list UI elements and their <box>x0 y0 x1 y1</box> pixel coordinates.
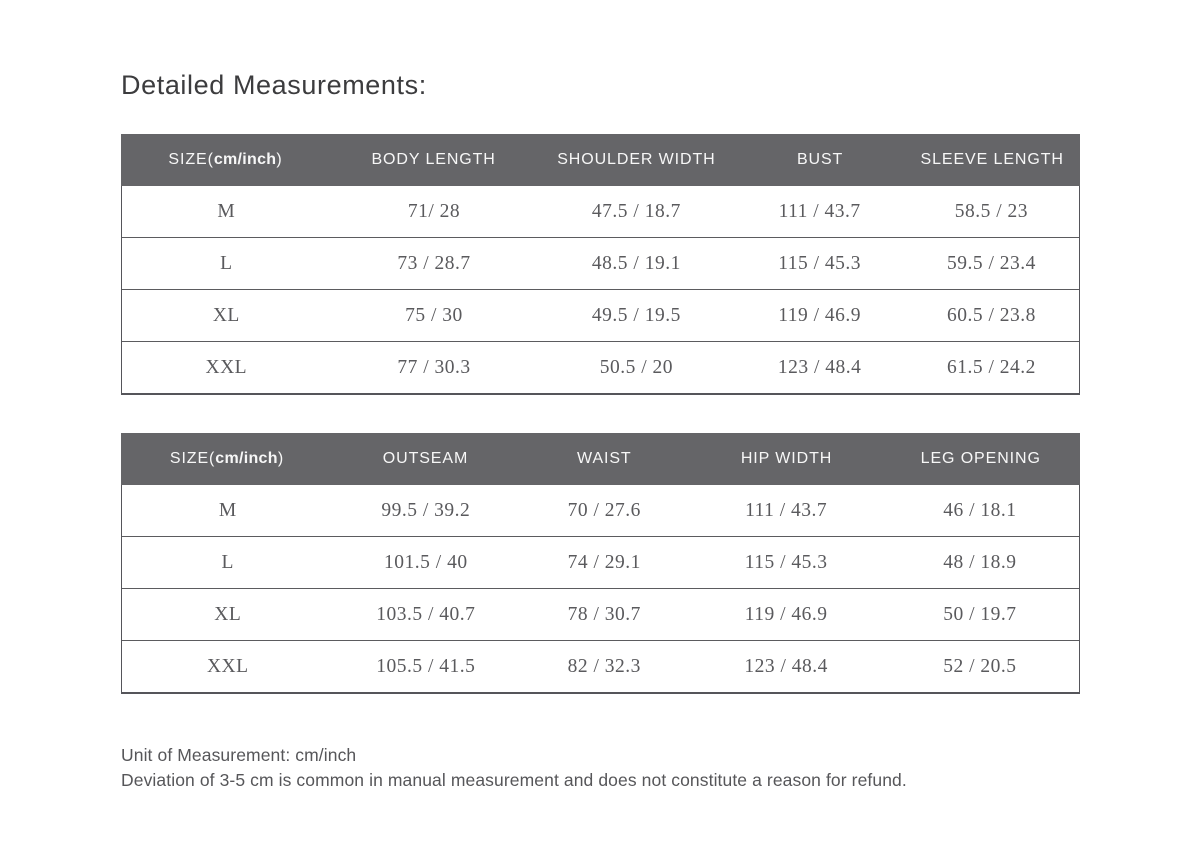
sleeve-length-cell: 60.5 / 23.8 <box>946 304 1036 326</box>
shoulder-width-cell: 49.5 / 19.5 <box>591 304 681 326</box>
outseam-cell: 105.5 / 41.5 <box>376 655 476 677</box>
table-row <box>122 186 1079 238</box>
bust-cell: 123 / 48.4 <box>777 356 862 378</box>
sleeve-length-cell: 58.5 / 23 <box>954 200 1029 222</box>
column-header-leg-opening: LEG OPENING <box>920 450 1041 467</box>
shoulder-width-cell: 47.5 / 18.7 <box>591 200 681 222</box>
column-header-sleeve-length: SLEEVE LENGTH <box>920 151 1064 168</box>
table-row <box>122 342 1079 393</box>
hip-width-cell: 115 / 45.3 <box>744 551 828 573</box>
size-cell: L <box>220 252 233 274</box>
table-row <box>122 537 1079 589</box>
column-header-outseam: OUTSEAM <box>382 450 469 467</box>
bust-cell: 119 / 46.9 <box>778 304 862 326</box>
body-length-cell: 75 / 30 <box>405 304 463 326</box>
size-header-unit: cm/inch <box>213 151 277 168</box>
shoulder-width-cell: 50.5 / 20 <box>599 356 674 378</box>
size-table-top <box>121 134 1080 395</box>
unit-of-measurement-note: Unit of Measurement: cm/inch <box>121 745 357 765</box>
column-header-hip-width: HIP WIDTH <box>740 450 833 467</box>
body-length-cell: 77 / 30.3 <box>397 356 471 378</box>
waist-cell: 74 / 29.1 <box>567 551 641 573</box>
table-row <box>122 589 1079 641</box>
waist-cell: 78 / 30.7 <box>567 603 641 625</box>
sleeve-length-cell: 59.5 / 23.4 <box>946 252 1036 274</box>
size-table-top-header-row <box>121 134 1080 186</box>
size-cell: XXL <box>205 356 248 378</box>
size-table-top-body <box>121 186 1080 395</box>
waist-cell: 82 / 32.3 <box>567 655 641 677</box>
measurements-section <box>121 0 1080 792</box>
body-length-cell: 73 / 28.7 <box>397 252 471 274</box>
column-header-bust: BUST <box>796 151 844 168</box>
outseam-cell: 103.5 / 40.7 <box>376 603 476 625</box>
table-row <box>122 238 1079 290</box>
size-table-bottom <box>121 433 1080 694</box>
leg-opening-cell: 46 / 18.1 <box>943 499 1017 521</box>
column-header-size <box>121 450 333 468</box>
hip-width-cell: 119 / 46.9 <box>744 603 828 625</box>
size-cell: M <box>218 499 237 521</box>
outseam-cell: 99.5 / 39.2 <box>381 499 471 521</box>
body-length-cell: 71/ 28 <box>407 200 461 222</box>
measurement-notes <box>121 743 1080 792</box>
size-cell: M <box>217 200 236 222</box>
leg-opening-cell: 52 / 20.5 <box>943 655 1017 677</box>
size-cell: L <box>221 551 234 573</box>
size-header-prefix: SIZE( <box>168 151 214 168</box>
page-title: Detailed Measurements: <box>121 70 427 100</box>
hip-width-cell: 123 / 48.4 <box>744 655 828 677</box>
size-header-suffix: ) <box>276 151 283 168</box>
hip-width-cell: 111 / 43.7 <box>745 499 828 521</box>
shoulder-width-cell: 48.5 / 19.1 <box>591 252 681 274</box>
leg-opening-cell: 48 / 18.9 <box>943 551 1017 573</box>
table-row <box>122 485 1079 537</box>
size-header-unit: cm/inch <box>215 450 278 467</box>
size-header-prefix: SIZE( <box>169 450 216 467</box>
deviation-disclaimer-note: Deviation of 3-5 cm is common in manual measurement and does not constitute a reason for refund. <box>121 769 907 790</box>
size-cell: XL <box>214 603 242 625</box>
table-row <box>122 290 1079 342</box>
size-cell: XXL <box>206 655 249 677</box>
size-table-bottom-body <box>121 485 1080 694</box>
column-header-shoulder-width: SHOULDER WIDTH <box>557 151 716 168</box>
bust-cell: 115 / 45.3 <box>778 252 862 274</box>
leg-opening-cell: 50 / 19.7 <box>943 603 1017 625</box>
column-header-size <box>121 151 330 169</box>
column-header-waist: WAIST <box>577 450 632 467</box>
size-header-suffix: ) <box>277 450 285 467</box>
sleeve-length-cell: 61.5 / 24.2 <box>946 356 1036 378</box>
column-header-body-length: BODY LENGTH <box>371 151 496 168</box>
outseam-cell: 101.5 / 40 <box>384 551 468 573</box>
bust-cell: 111 / 43.7 <box>778 200 861 222</box>
size-cell: XL <box>212 304 240 326</box>
table-row <box>122 641 1079 692</box>
waist-cell: 70 / 27.6 <box>567 499 641 521</box>
size-table-bottom-header-row <box>121 433 1080 485</box>
